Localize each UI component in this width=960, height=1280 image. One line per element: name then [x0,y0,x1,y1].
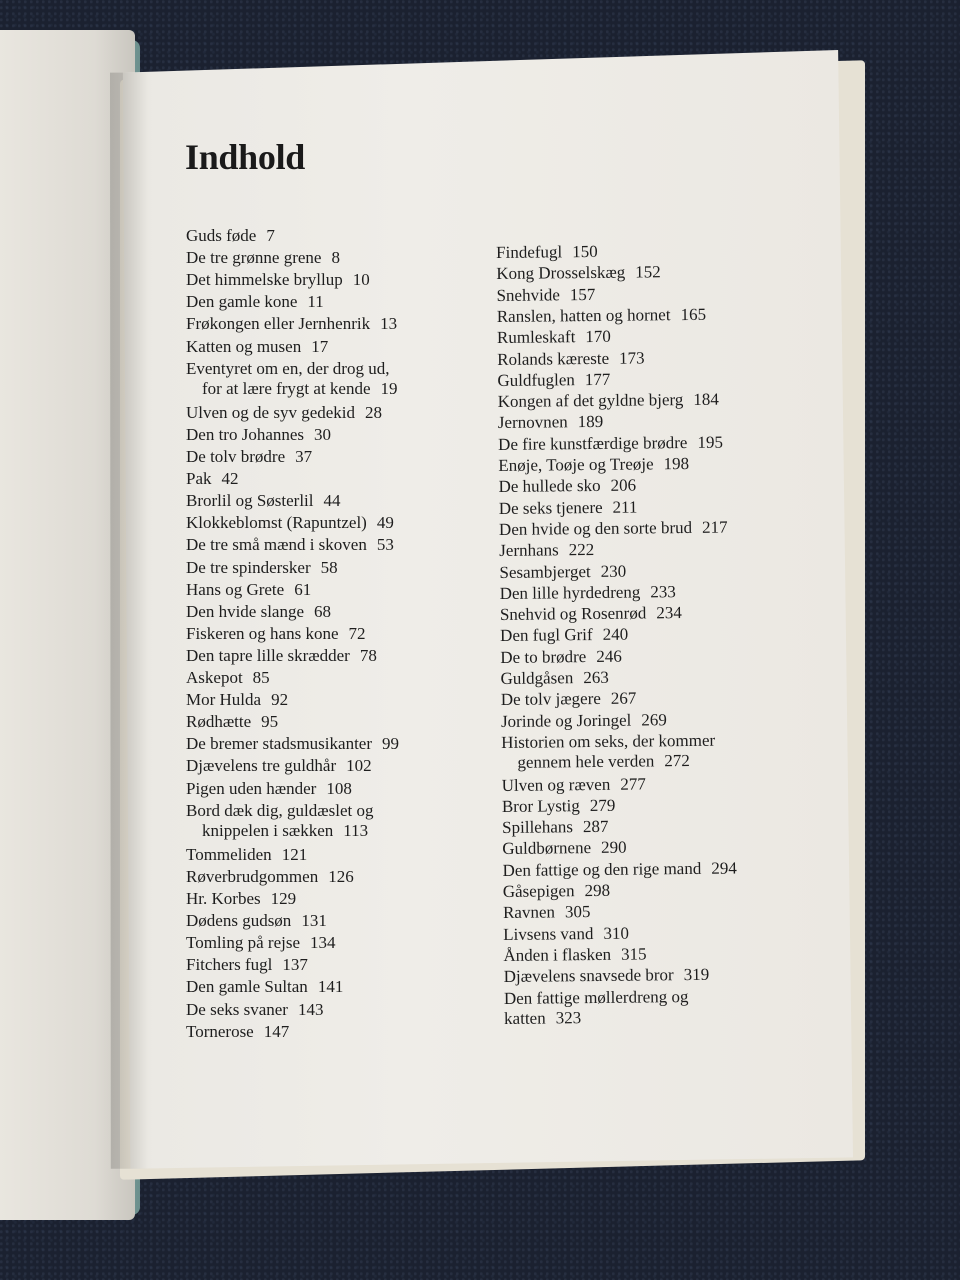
toc-page-number: 177 [584,369,611,389]
toc-page-number: 233 [650,581,676,602]
toc-entry [186,535,394,555]
toc-page-number: 92 [271,690,289,710]
toc-entry [496,263,661,285]
toc-entry [504,987,689,1029]
toc-entry-title: Findefugl [496,242,563,262]
toc-page-number: 287 [582,816,609,837]
toc-entry-title: Spillehans [502,817,574,838]
toc-entry-title: Ulven og ræven [501,774,611,795]
toc-page-number: 305 [564,902,591,922]
toc-page-number: 147 [263,1021,290,1041]
toc-page-number: 319 [683,964,710,985]
toc-page-number: 294 [711,858,737,878]
toc-page-number: 222 [568,540,595,560]
toc-entry [186,779,352,799]
toc-entry-title: Askepot [186,668,243,687]
toc-entry-title: Frøkongen eller Jernhenrik [186,314,371,334]
toc-entry-title-continued: gennem hele verden 272 [517,750,690,772]
toc-entry-title: Tommeliden [186,844,272,864]
toc-entry-title: Det himmelske bryllup [186,270,343,290]
toc-entry [186,226,275,246]
toc-page-number: 49 [376,513,394,533]
toc-entry-title-continued: knippelen i sækken 113 [202,820,369,840]
toc-entry [501,710,667,732]
toc-page-number: 131 [301,911,327,931]
toc-entry [503,944,646,965]
toc-entry [186,624,366,644]
toc-entry-title: De tre spindersker [186,557,311,577]
toc-entry-title: Bord dæk dig, guldæslet og [186,800,374,820]
toc-entry-title-continued: for at lære frygt at kende 19 [202,378,398,398]
toc-entry-title: De seks tjenere [498,497,603,518]
toc-page-number: 99 [382,734,399,754]
toc-page-number: 152 [635,262,661,282]
toc-entry-title: Djævelens tre guldhår [186,756,337,776]
toc-entry-title: De tolv brødre [186,447,286,466]
toc-page-number: 108 [326,778,352,798]
toc-entry-title: De bremer stadsmusikanter [186,734,372,754]
toc-entry [186,690,288,710]
toc-entry [500,625,628,646]
toc-page-number: 173 [619,347,645,368]
toc-entry [501,689,637,710]
toc-entry [500,603,682,625]
toc-entry [186,580,311,600]
toc-entry-title-continued: katten 323 [504,1007,582,1028]
toc-entry-title: De to brødre [500,646,587,667]
toc-entry-title: Hr. Korbes [186,889,261,908]
toc-page-number: 263 [583,667,609,688]
toc-page-number: 234 [656,603,682,623]
toc-page-number: 198 [663,453,690,474]
toc-entry [496,285,595,306]
toc-entry [186,756,372,776]
toc-entry [498,476,636,497]
toc-entry-title: Sesambjerget [499,561,591,582]
toc-entry-title: Katten og musen [186,336,302,356]
toc-page-number: 7 [266,226,275,245]
toc-entry-title: Djævelens snavsede bror [503,965,674,987]
toc-entry-title: Gåsepigen [502,881,575,901]
toc-entry-title: Kongen af det gyldne bjerg [497,390,684,412]
toc-entry-title: Den fugl Grif [500,625,593,646]
toc-entry [499,561,626,582]
toc-entry-title: Ulven og de syv gedekid [186,402,356,422]
toc-entry-title: Dødens gudsøn [186,911,292,931]
toc-entry [500,646,622,667]
toc-entry-title: Enøje, Toøje og Treøje [498,454,654,475]
toc-entry-title: Guldbørnene [502,838,592,859]
toc-entry-title: De fire kunstfærdige brødre [498,432,688,454]
toc-page-number: 279 [589,795,616,815]
toc-entry-title: Brorlil og Søsterlil [186,491,314,511]
toc-page-number: 211 [612,497,638,517]
toc-page-number: 8 [331,248,340,268]
toc-entry [186,469,239,489]
toc-entry [186,646,377,666]
toc-page-number: 277 [620,773,646,794]
toc-page-number: 28 [365,402,383,422]
toc-page-number: 121 [281,844,308,864]
toc-entry-title: Den tapre lille skrædder [186,645,350,665]
toc-entry [503,902,591,923]
toc-page-number: 30 [314,424,332,444]
toc-entry-title: Den fattige møllerdreng og [503,986,689,1008]
toc-page-number: 246 [596,646,622,666]
toc-page-number: 269 [641,709,667,730]
toc-entry-title: Ravnen [502,902,556,923]
toc-page-number: 61 [294,579,312,599]
toc-entry-title: Rumleskaft [496,327,576,348]
toc-entry-title: Guldgåsen [500,668,574,688]
toc-entry [186,933,336,953]
toc-entry-title: Guldfuglen [497,369,575,390]
toc-entry [186,712,278,732]
toc-entry [496,242,598,263]
toc-entry [498,432,723,454]
toc-entry-title: Mor Hulda [186,690,262,710]
toc-entry [186,734,399,754]
toc-entry-title: Røverbrudgommen [186,866,319,886]
toc-entry [186,668,270,688]
toc-entry [186,425,331,445]
toc-entry [186,845,307,865]
toc-page-number: 19 [380,378,398,398]
toc-entry [500,582,676,604]
toc-entry [186,602,331,622]
toc-entry [500,668,608,689]
toc-entry-title: Den fattige og den rige mand [502,858,702,880]
toc-entry [186,513,394,533]
toc-page-number: 298 [584,880,611,901]
toc-entry [501,731,715,773]
toc-entry-title: Den hvide slange [186,601,305,621]
toc-page-number: 267 [610,688,637,709]
toc-entry [503,881,610,902]
toc-page-number: 42 [221,469,239,489]
toc-entry [186,447,312,467]
toc-page-number: 170 [585,326,611,347]
toc-entry-title: Tornerose [186,1021,254,1041]
toc-entry-title: De hullede sko [498,476,601,497]
toc-entry [499,497,638,518]
toc-page-number: 68 [314,601,332,621]
toc-entry-title: Snehvid og Rosenrød [499,603,647,625]
toc-entry [497,348,645,370]
toc-entry [186,889,296,909]
toc-entry [186,867,354,887]
toc-entry-title: Klokkeblomst (Rapuntzel) [186,513,367,533]
toc-entry [186,314,397,334]
toc-entry [186,1022,289,1042]
toc-entry [498,454,689,476]
toc-page-number: 134 [310,933,336,953]
toc-page-number: 137 [282,955,308,975]
toc-page-number: 217 [701,517,728,537]
toc-page-number: 206 [610,475,637,496]
toc-page-number: 195 [697,432,724,452]
toc-page-number: 37 [295,447,313,466]
toc-entry-title: De tre grønne grene [186,248,322,268]
toc-page-number: 85 [252,668,270,687]
toc-page-number: 113 [343,820,369,840]
toc-entry [502,817,609,838]
toc-page-number: 272 [664,750,690,771]
toc-entry [502,858,736,880]
toc-entry [498,390,719,412]
toc-entry [186,491,341,511]
toc-entry [186,558,338,578]
toc-entry-title: Jernovnen [497,412,568,433]
toc-entry-title: Pigen uden hænder [186,778,317,798]
toc-entry-title: Jernhans [499,540,559,561]
toc-page-number: 13 [380,314,398,334]
toc-entry-title: Historien om seks, der kommer [501,730,716,752]
toc-page-number: 11 [307,292,324,312]
toc-entry [498,412,604,433]
toc-page-number: 315 [620,944,647,964]
toc-entry-title: De tre små mænd i skoven [186,535,367,555]
toc-page-number: 150 [572,241,598,262]
toc-entry-title: Guds føde [186,226,257,245]
toc-entry [503,923,629,944]
page-title: Indhold [185,137,305,177]
toc-page-number: 240 [602,625,629,645]
toc-entry-title: Den gamle kone [186,292,298,312]
toc-entry-title: Ranslen, hatten og hornet [496,305,671,326]
toc-entry [502,796,616,817]
toc-entry [186,292,324,312]
toc-page-number: 189 [577,412,604,432]
toc-entry-title: Snehvide [496,284,560,305]
toc-entry-title: Den tro Johannes [186,424,305,444]
toc-entry-title: Ånden i flasken [503,944,612,965]
toc-entry [186,270,370,290]
toc-page-number: 143 [297,999,324,1019]
toc-page-number: 141 [317,977,344,997]
toc-page-number: 102 [346,756,372,776]
toc-page-number: 44 [323,491,341,511]
toc-entry-title: Den gamle Sultan [186,977,308,997]
toc-entry [186,955,308,975]
toc-entry-title: De seks svaner [186,999,288,1019]
toc-page-number: 129 [270,889,297,908]
toc-entry [502,838,626,859]
toc-entry [502,774,646,796]
toc-page-number: 230 [600,561,627,581]
toc-page-number: 72 [348,623,366,643]
toc-entry [186,248,340,268]
toc-page-number: 157 [569,284,596,304]
toc-page-number: 184 [693,389,719,410]
toc-entry-title: Eventyret om en, der drog ud, [186,358,390,378]
toc-page-number: 126 [328,866,354,886]
toc-entry [186,337,328,357]
toc-entry-title: De tolv jægere [500,689,601,710]
toc-entry-title: Rødhætte [186,712,252,732]
toc-entry [497,305,706,327]
toc-entry [186,359,398,399]
spine-shadow [108,50,148,1180]
toc-entry [499,517,728,539]
toc-entry-title: Hans og Grete [186,579,285,599]
toc-entry-title: Rolands kæreste [497,348,610,369]
toc-page-number: 78 [359,645,377,665]
toc-page-number: 95 [261,712,279,732]
toc-page-number: 165 [680,304,707,324]
toc-page-number: 290 [601,838,627,858]
toc-entry-title: Tomling på rejse [186,933,301,953]
toc-page-number: 58 [320,557,338,577]
toc-entry-title: Kong Drosselskæg [496,262,626,284]
toc-entry [497,370,610,391]
toc-entry [186,977,343,997]
toc-page-number: 17 [311,336,329,356]
toc-entry-title: Pak [186,469,212,489]
toc-entry-title: Fitchers fugl [186,955,273,975]
toc-entry-title: Fiskeren og hans kone [186,623,339,643]
toc-page-number: 10 [352,270,370,290]
toc-entry-title: Jorinde og Joringel [500,710,632,731]
toc-entry-title: Den lille hyrdedreng [499,582,641,603]
toc-page-number: 53 [376,535,394,555]
toc-entry [186,911,327,931]
toc-entry [186,403,382,423]
toc-entry [186,1000,323,1020]
toc-entry-title: Livsens vand [503,923,594,944]
toc-entry-title: Den hvide og den sorte brud [498,517,693,539]
toc-page-number: 323 [555,1007,582,1027]
toc-entry [504,965,710,987]
toc-page-number: 310 [603,923,630,943]
toc-entry [497,327,611,348]
toc-entry-title: Bror Lystig [501,795,580,816]
toc-entry [499,540,594,561]
toc-entry [186,801,373,841]
